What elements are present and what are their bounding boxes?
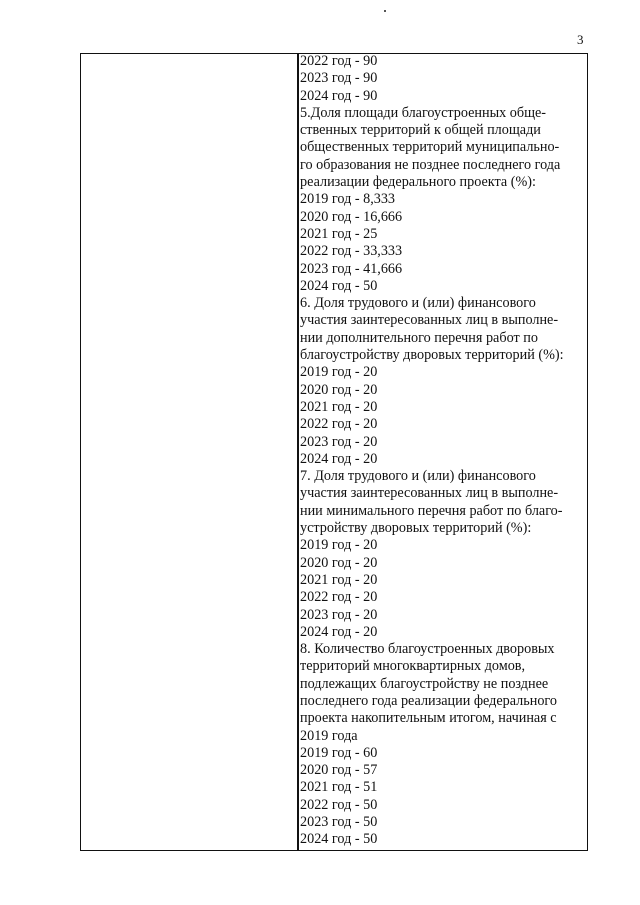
- text-line: 2019 год - 20: [300, 537, 378, 554]
- text-line: последнего года реализации федерального: [300, 692, 557, 709]
- text-line: 2023 год - 50: [300, 814, 378, 831]
- text-line: 5.Доля площади благоустроенных обще-: [300, 104, 547, 121]
- text-line: устройству дворовых территорий (%):: [300, 520, 532, 537]
- text-line: реализации федерального проекта (%):: [300, 174, 536, 191]
- text-line: 2023 год - 90: [300, 70, 378, 87]
- text-line: нии минимального перечня работ по благо-: [300, 502, 563, 519]
- text-line: участия заинтересованных лиц в выполне-: [300, 485, 559, 502]
- text-line: 2024 год - 90: [300, 87, 378, 104]
- text-line: 2021 год - 20: [300, 398, 378, 415]
- text-line: 2020 год - 20: [300, 554, 378, 571]
- text-line: 2021 год - 20: [300, 571, 378, 588]
- text-line: 2024 год - 20: [300, 450, 378, 467]
- text-line: 7. Доля трудового и (или) финансового: [300, 468, 536, 485]
- text-line: 2023 год - 20: [300, 606, 378, 623]
- page-number: 3: [577, 32, 584, 47]
- text-line: 2019 год - 20: [300, 364, 378, 381]
- text-line: проекта накопительным итогом, начиная с: [300, 710, 557, 727]
- text-line: 2024 год - 50: [300, 277, 378, 294]
- text-line: 2022 год - 50: [300, 796, 378, 813]
- text-line: нии дополнительного перечня работ по: [300, 329, 538, 346]
- text-line: 2022 год - 20: [300, 416, 378, 433]
- text-line: 2023 год - 41,666: [300, 260, 403, 277]
- text-line: 2021 год - 51: [300, 779, 378, 796]
- text-line: 2022 год - 33,333: [300, 243, 403, 260]
- text-line: 2022 год - 90: [300, 53, 378, 69]
- scan-artifact-dot: [384, 10, 386, 12]
- text-line: 2020 год - 16,666: [300, 208, 403, 225]
- text-line: 2024 год - 20: [300, 623, 378, 640]
- text-line: ственных территорий к общей площади: [300, 122, 541, 139]
- text-line: подлежащих благоустройству не позднее: [300, 675, 549, 692]
- text-line: 2021 год - 25: [300, 225, 378, 242]
- table-right-cell-text: [300, 53, 590, 849]
- text-line: 2019 года: [300, 727, 358, 744]
- text-line: 2020 год - 20: [300, 381, 378, 398]
- text-line: 2023 год - 20: [300, 433, 378, 450]
- text-line: 8. Количество благоустроенных дворовых: [300, 641, 555, 658]
- table-column-divider: [297, 54, 299, 850]
- text-line: 2020 год - 57: [300, 762, 378, 779]
- text-line: 2022 год - 20: [300, 589, 378, 606]
- text-line: участия заинтересованных лиц в выполне-: [300, 312, 559, 329]
- text-line: благоустройству дворовых территорий (%):: [300, 347, 564, 364]
- text-line: территорий многоквартирных домов,: [300, 658, 526, 675]
- text-line: общественных территорий муниципально-: [300, 139, 560, 156]
- text-line: го образования не позднее последнего года: [300, 156, 561, 173]
- text-line: 2019 год - 60: [300, 744, 378, 761]
- text-line: 6. Доля трудового и (или) финансового: [300, 295, 536, 312]
- text-line: 2019 год - 8,333: [300, 191, 396, 208]
- text-line: 2024 год - 50: [300, 831, 378, 848]
